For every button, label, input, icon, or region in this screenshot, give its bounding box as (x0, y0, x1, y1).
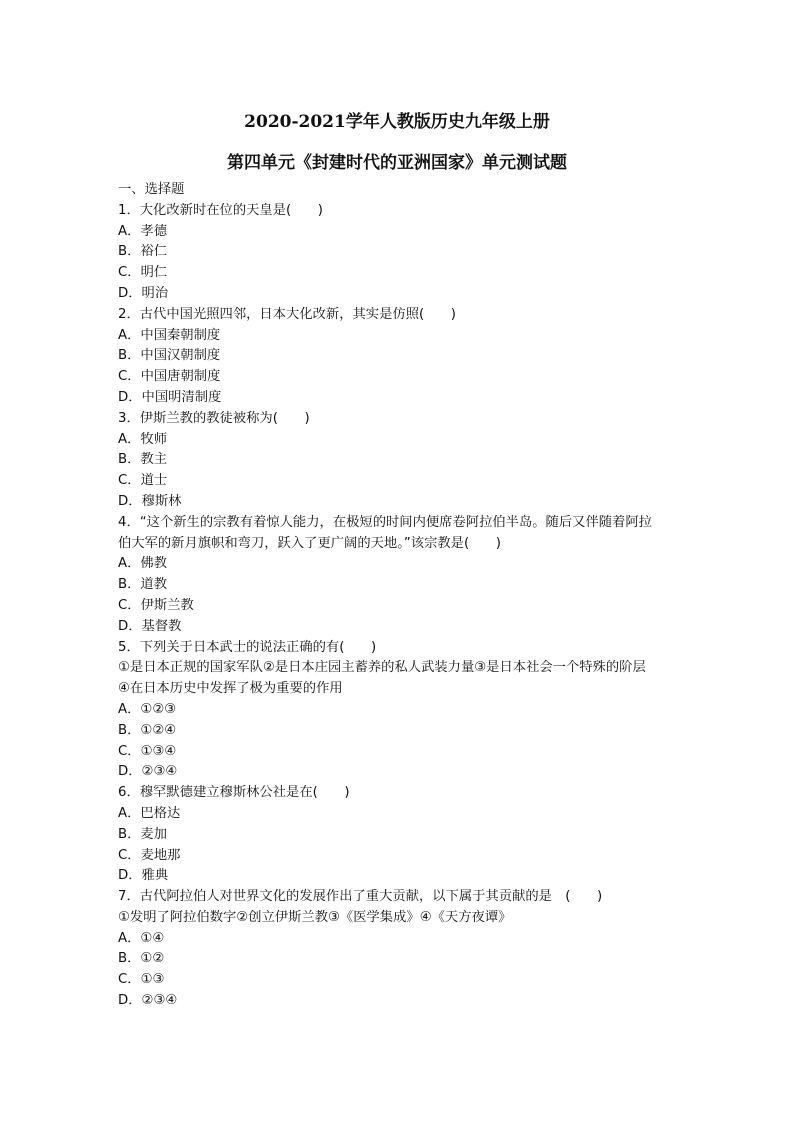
question-stem: 2．古代中国光照四邻，日本大化改新，其实是仿照( ) (118, 306, 456, 322)
question-stem-continued: ①发明了阿拉伯数字②创立伊斯兰教③《医学集成》④《天方夜谭》 (118, 909, 512, 925)
answer-option: A．佛教 (118, 556, 167, 572)
question-stem: 3．伊斯兰教的教徒被称为( ) (118, 410, 310, 426)
answer-option: D．明治 (118, 285, 169, 301)
answer-option: B．①② (118, 951, 165, 967)
answer-option: D．中国明清制度 (118, 389, 222, 405)
answer-option: A．巴格达 (118, 805, 181, 821)
answer-option: A．牧师 (118, 431, 167, 447)
question-stem: 4．“这个新生的宗教有着惊人能力，在极短的时间内便席卷阿拉伯半岛。随后又伴随着阿拉 (118, 514, 652, 530)
question-stem: 1．大化改新时在位的天皇是( ) (118, 202, 323, 218)
answer-option: C．明仁 (118, 265, 168, 281)
document-subtitle: 第四单元《封建时代的亚洲国家》单元测试题 (227, 153, 567, 173)
answer-option: A．①②③ (118, 701, 177, 717)
answer-option: C．①③④ (118, 743, 177, 759)
question-block (118, 513, 698, 638)
answer-option: B．麦加 (118, 826, 168, 842)
answer-option: D．②③④ (118, 993, 178, 1009)
question-stem-continued: ④在日本历史中发挥了极为重要的作用 (118, 681, 343, 697)
question-stem: 7．古代阿拉伯人对世界文化的发展作出了重大贡献，以下属于其贡献的是 ( ) (118, 889, 603, 905)
answer-option: C．中国唐朝制度 (118, 369, 221, 385)
answer-option: C．麦地那 (118, 847, 181, 863)
answer-option: B．道教 (118, 577, 168, 593)
answer-option: A．①④ (118, 930, 165, 946)
answer-option: B．中国汉朝制度 (118, 348, 221, 364)
question-stem-continued: ①是日本正规的国家军队②是日本庄园主蓄养的私人武装力量③是日本社会一个特殊的阶层 (118, 660, 646, 676)
document-title: 2020-2021学年人教版历史九年级上册 (244, 112, 550, 132)
question-stem-continued: 伯大军的新月旗帜和弯刀，跃入了更广阔的天地。”该宗教是( ) (118, 535, 501, 551)
answer-option: A．孝德 (118, 223, 167, 239)
question-block (118, 409, 698, 513)
answer-option: C．①③ (118, 972, 165, 988)
question-block (118, 783, 698, 887)
answer-option: A．中国秦朝制度 (118, 327, 221, 343)
answer-option: D．穆斯林 (118, 493, 182, 509)
section-heading: 一、选择题 (118, 182, 185, 197)
question-list (118, 180, 698, 1012)
answer-option: D．②③④ (118, 764, 178, 780)
question-block (118, 305, 698, 409)
answer-option: B．教主 (118, 452, 168, 468)
answer-option: D．基督教 (118, 618, 182, 634)
question-stem: 6．穆罕默德建立穆斯林公社是在( ) (118, 785, 350, 801)
answer-option: C．伊斯兰教 (118, 597, 194, 613)
answer-option: C．道士 (118, 473, 168, 489)
answer-option: B．裕仁 (118, 244, 168, 260)
question-stem: 5．下列关于日本武士的说法正确的有( ) (118, 639, 377, 655)
answer-option: B．①②④ (118, 722, 177, 738)
question-block (118, 638, 698, 784)
question-block (118, 887, 698, 1012)
question-block (118, 201, 698, 305)
answer-option: D．雅典 (118, 868, 169, 884)
